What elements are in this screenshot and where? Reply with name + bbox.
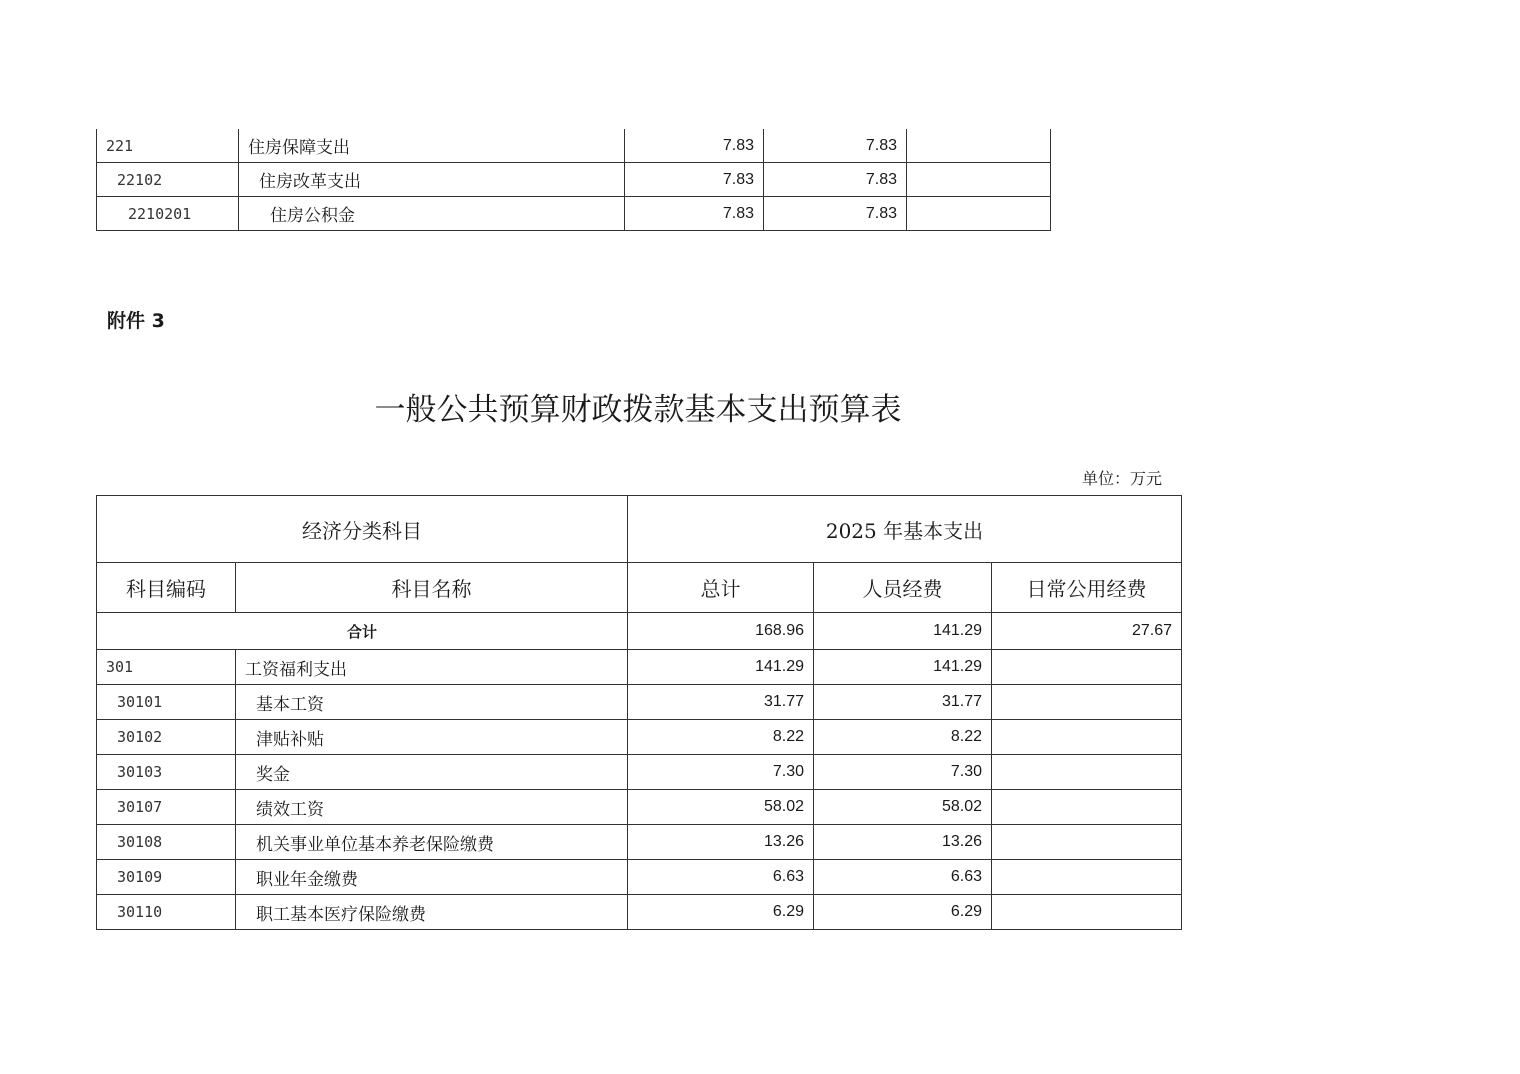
attachment-label: 附件 3 — [107, 310, 165, 332]
personnel-cell: 6.29 — [814, 895, 992, 930]
subject-code: 30108 — [97, 825, 236, 860]
personnel-cell: 7.83 — [764, 129, 907, 163]
public-cell — [907, 129, 1051, 163]
header-year-basic: 2025 年基本支出 — [628, 496, 1182, 563]
header-total: 总计 — [628, 563, 814, 613]
total-cell: 7.83 — [625, 197, 764, 231]
public-cell — [992, 720, 1182, 755]
header-econ-category: 经济分类科目 — [97, 496, 628, 563]
subject-code: 30107 — [97, 790, 236, 825]
table-row — [97, 825, 1182, 860]
subject-name: 住房公积金 — [239, 197, 625, 231]
table-row — [97, 129, 1051, 163]
table-row — [97, 895, 1182, 930]
personnel-cell: 6.63 — [814, 860, 992, 895]
personnel-cell: 7.30 — [814, 755, 992, 790]
table-row — [97, 163, 1051, 197]
header-code: 科目编码 — [97, 563, 236, 613]
subject-name: 职工基本医疗保险缴费 — [236, 895, 628, 930]
table-row — [97, 790, 1182, 825]
public-cell — [907, 163, 1051, 197]
total-cell: 141.29 — [628, 650, 814, 685]
total-cell: 7.30 — [628, 755, 814, 790]
subject-name: 住房保障支出 — [239, 129, 625, 163]
header-public: 日常公用经费 — [992, 563, 1182, 613]
public-cell — [992, 685, 1182, 720]
subject-code: 22102 — [97, 163, 239, 197]
personnel-cell: 13.26 — [814, 825, 992, 860]
total-cell: 7.83 — [625, 163, 764, 197]
table-row — [97, 197, 1051, 231]
basic-expenditure-table — [96, 495, 1182, 930]
total-personnel: 141.29 — [814, 613, 992, 650]
total-cell: 13.26 — [628, 825, 814, 860]
personnel-cell: 7.83 — [764, 197, 907, 231]
subject-name: 奖金 — [236, 755, 628, 790]
header-personnel: 人员经费 — [814, 563, 992, 613]
public-cell — [992, 825, 1182, 860]
public-cell — [992, 790, 1182, 825]
page-title: 一般公共预算财政拨款基本支出预算表 — [374, 392, 902, 428]
subject-code: 30109 — [97, 860, 236, 895]
subject-name: 工资福利支出 — [236, 650, 628, 685]
subject-name: 机关事业单位基本养老保险缴费 — [236, 825, 628, 860]
personnel-cell: 141.29 — [814, 650, 992, 685]
total-cell: 58.02 — [628, 790, 814, 825]
table-row — [97, 860, 1182, 895]
table-row — [97, 720, 1182, 755]
total-cell: 7.83 — [625, 129, 764, 163]
total-cell: 6.63 — [628, 860, 814, 895]
subject-code: 301 — [97, 650, 236, 685]
subject-name: 绩效工资 — [236, 790, 628, 825]
subject-name: 津贴补贴 — [236, 720, 628, 755]
table-row — [97, 755, 1182, 790]
housing-expenditure-table — [96, 129, 1051, 231]
personnel-cell: 7.83 — [764, 163, 907, 197]
total-cell: 6.29 — [628, 895, 814, 930]
subject-code: 30110 — [97, 895, 236, 930]
public-cell — [992, 755, 1182, 790]
total-cell: 8.22 — [628, 720, 814, 755]
personnel-cell: 31.77 — [814, 685, 992, 720]
public-cell — [992, 895, 1182, 930]
public-cell — [907, 197, 1051, 231]
subject-code: 30102 — [97, 720, 236, 755]
total-value: 168.96 — [628, 613, 814, 650]
total-label: 合计 — [97, 613, 628, 650]
subject-name: 基本工资 — [236, 685, 628, 720]
subject-code: 30103 — [97, 755, 236, 790]
basic-expenditure-body — [97, 650, 1182, 930]
public-cell — [992, 860, 1182, 895]
table-row — [97, 650, 1182, 685]
public-cell — [992, 650, 1182, 685]
subject-name: 职业年金缴费 — [236, 860, 628, 895]
housing-expenditure-body — [97, 129, 1051, 231]
header-name: 科目名称 — [236, 563, 628, 613]
personnel-cell: 58.02 — [814, 790, 992, 825]
table-row — [97, 685, 1182, 720]
subject-code: 2210201 — [97, 197, 239, 231]
total-row — [97, 613, 1182, 650]
subject-code: 221 — [97, 129, 239, 163]
subject-code: 30101 — [97, 685, 236, 720]
total-public: 27.67 — [992, 613, 1182, 650]
unit-label: 单位：万元 — [1082, 469, 1163, 488]
total-cell: 31.77 — [628, 685, 814, 720]
subject-name: 住房改革支出 — [239, 163, 625, 197]
personnel-cell: 8.22 — [814, 720, 992, 755]
